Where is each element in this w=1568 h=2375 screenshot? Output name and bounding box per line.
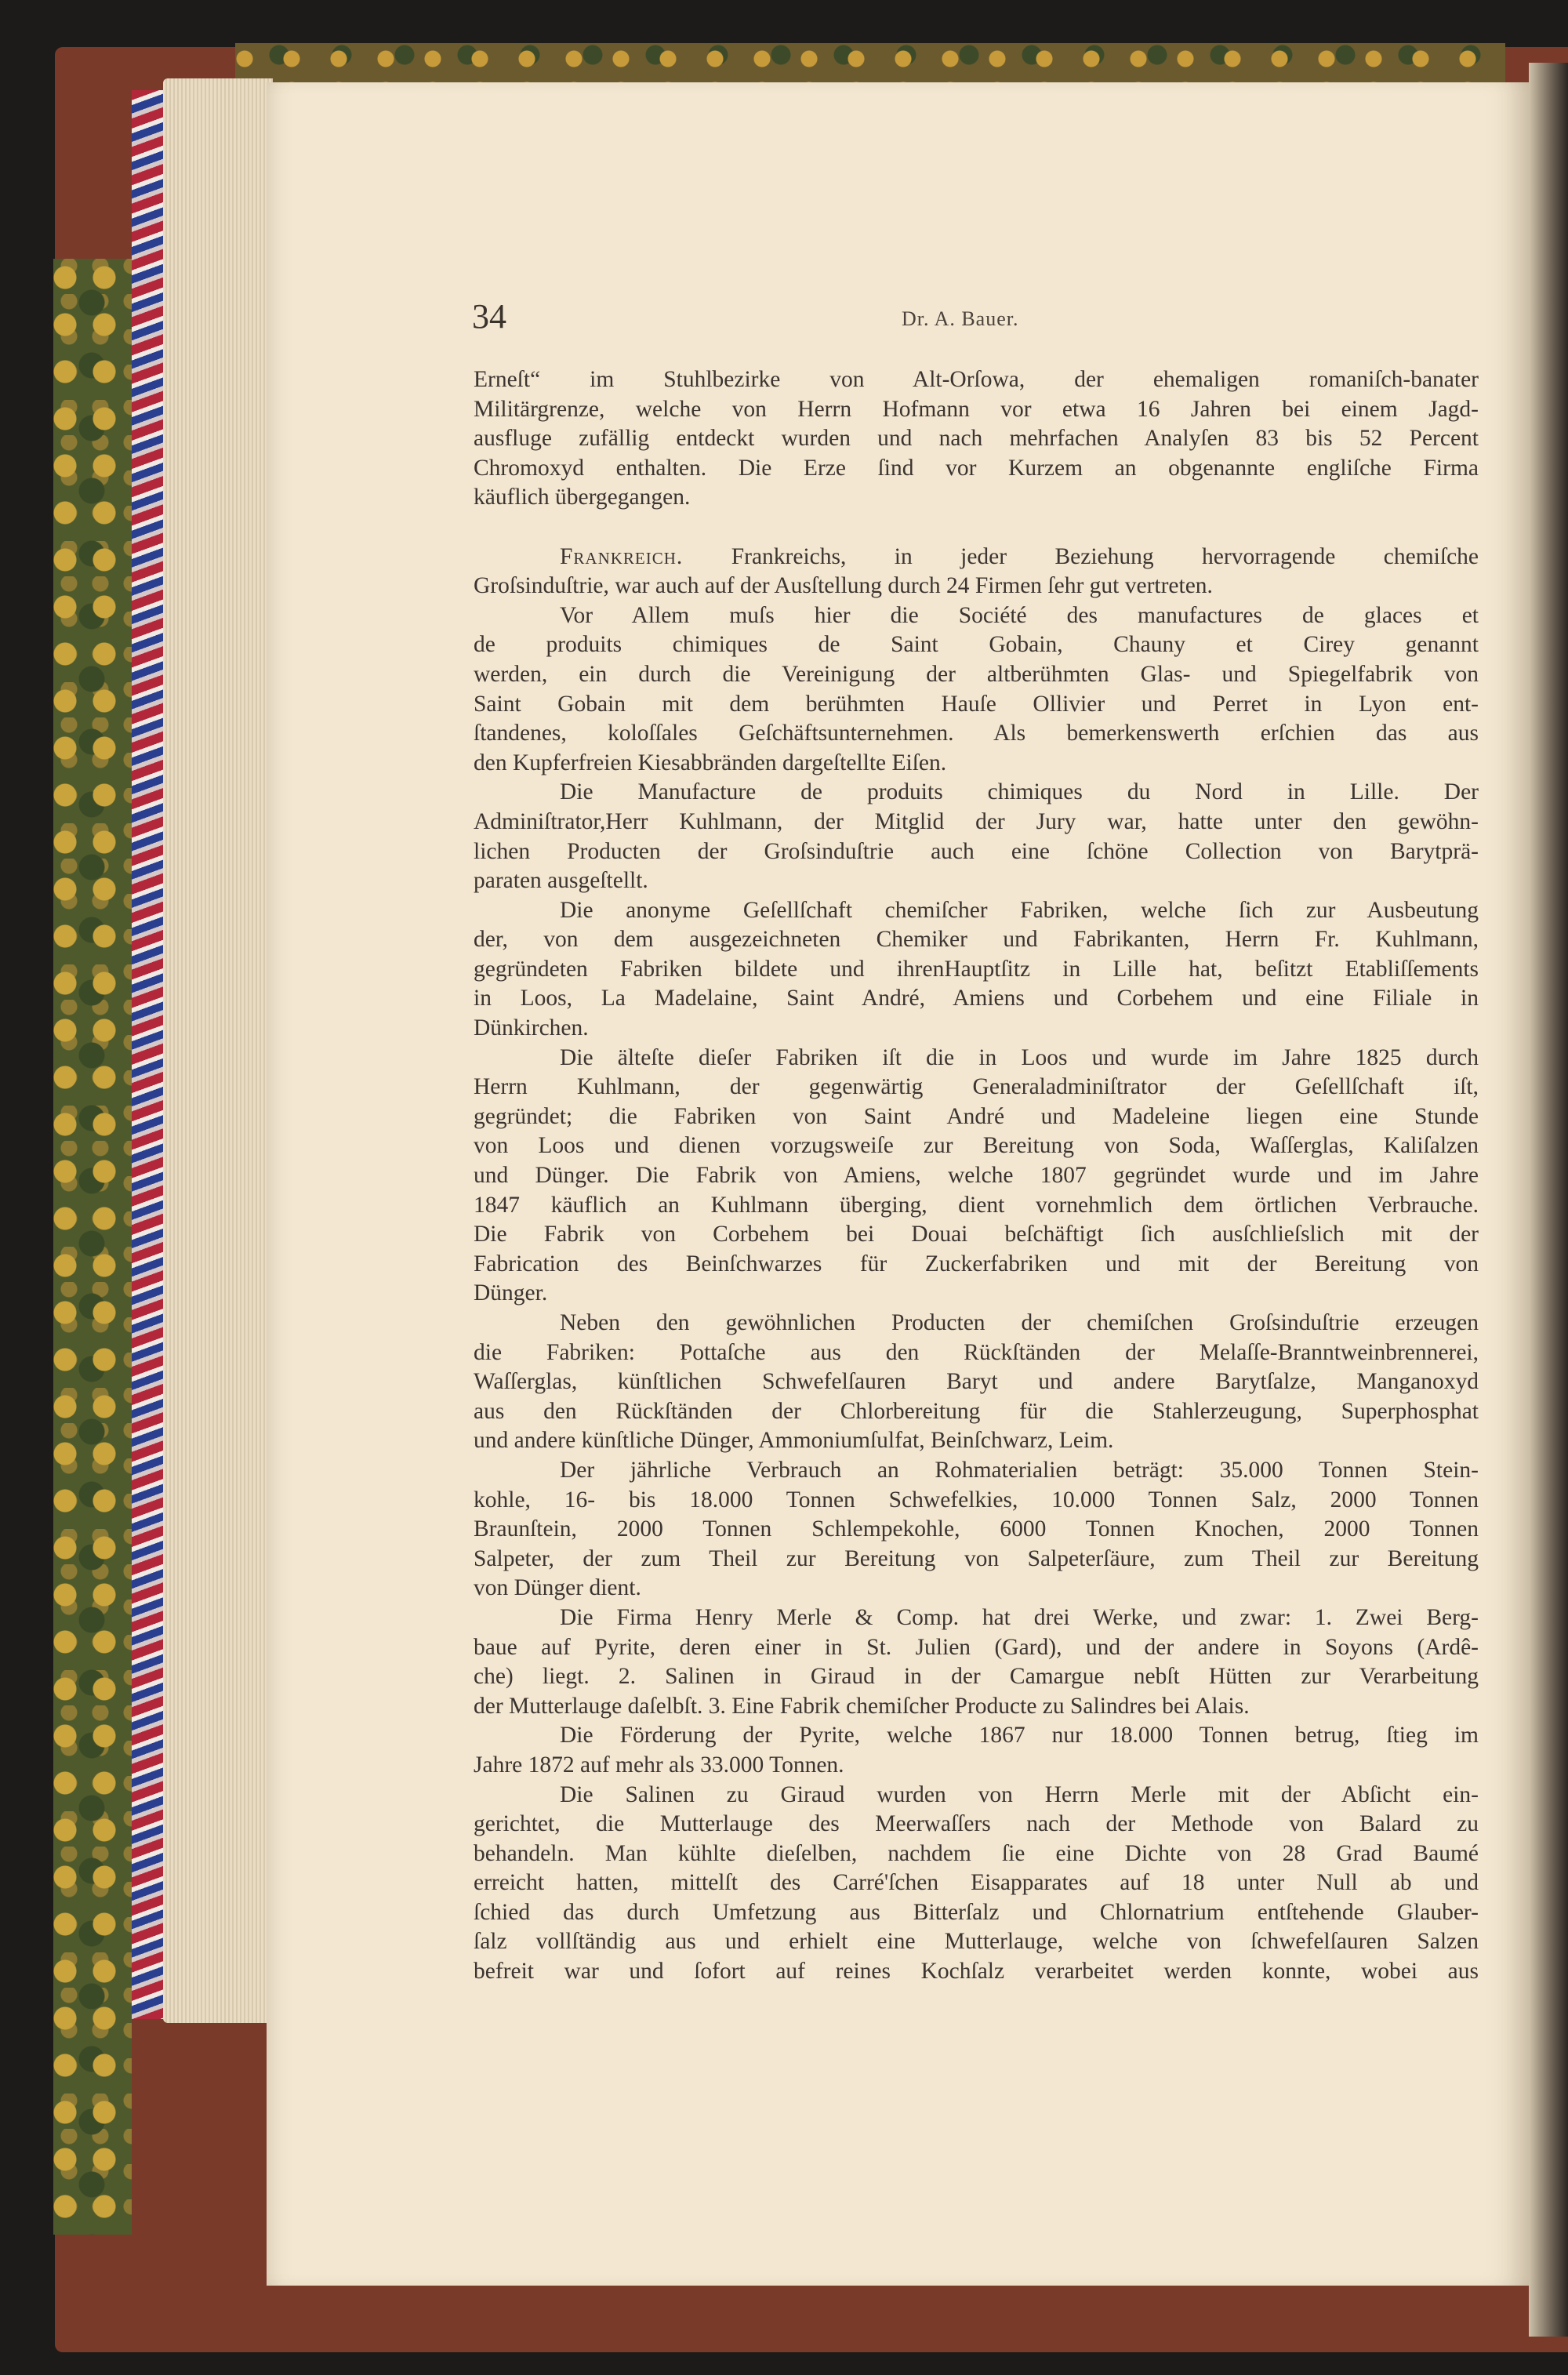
line-text: die Fabriken: Pottaſche aus den Rückſtänden der Melaſſe-Branntweinbrennerei,	[474, 1339, 1479, 1365]
line-text: Waſſerglas, künſtlichen Schwefelſauren Baryt und andere Barytſalze, Manganoxyd	[474, 1369, 1479, 1395]
line-text: Saint Gobain mit dem berühmten Hauſe Ollivier und Perret in Lyon ent-	[474, 691, 1479, 717]
line-text: Braunſtein, 2000 Tonnen Schlempekohle, 6000 Tonnen Knochen, 2000 Tonnen	[474, 1516, 1479, 1542]
line-text: baue auf Pyrite, deren einer in St. Julien (Gard), und der andere in Soyons (Ardê-	[474, 1634, 1479, 1660]
text-line	[474, 1927, 1479, 1957]
text-line	[474, 395, 1479, 425]
line-text: Der jährliche Verbrauch an Rohmaterialien beträgt: 35.000 Tonnen Stein-	[560, 1457, 1479, 1483]
line-text: Groſsinduſtrie, war auch auf der Ausſtellung durch 24 Firmen ſehr gut vertreten.	[474, 573, 1213, 599]
text-line	[474, 1515, 1479, 1545]
line-text: und andere künſtliche Dünger, Ammoniumſulfat, Beinſchwarz, Leim.	[474, 1428, 1114, 1454]
text-line	[474, 866, 1479, 896]
text-line	[474, 1781, 1479, 1810]
line-text: Die älteſte dieſer Fabriken iſt die in Loos und wurde im Jahre 1825 durch	[560, 1044, 1479, 1070]
text-line	[474, 543, 1479, 572]
line-text: der Mutterlauge daſelbſt. 3. Eine Fabrik chemiſcher Producte zu Salindres bei Alais.	[474, 1693, 1250, 1719]
line-text: Die Firma Henry Merle & Comp. hat drei Werke, und zwar: 1. Zwei Berg-	[560, 1604, 1479, 1630]
text-line	[474, 1868, 1479, 1898]
line-text: paraten ausgeſtellt.	[474, 868, 648, 894]
marbled-cover-top	[235, 43, 1505, 82]
line-text: Die Fabrik von Corbehem bei Douai beſchäftigt ſich ausſchlieſslich mit der	[474, 1222, 1479, 1247]
line-text: gegründet; die Fabriken von Saint André und Madeleine liegen eine Stunde	[474, 1103, 1479, 1129]
line-text: Dünger.	[474, 1280, 548, 1306]
text-line	[474, 1073, 1479, 1102]
text-line	[474, 1191, 1479, 1221]
text-line	[474, 1367, 1479, 1397]
text-line	[474, 1309, 1479, 1338]
line-text: Die Manufacture de produits chimiques du Nord in Lille. Der	[560, 779, 1479, 805]
text-line	[474, 601, 1479, 631]
text-line	[474, 1161, 1479, 1191]
line-text: Militärgrenze, welche von Herrn Hofmann vor etwa 16 Jahren bei einem Jagd-	[474, 396, 1479, 422]
line-text: Erneſt“ im Stuhlbezirke von Alt-Orſowa, der ehemaligen romaniſch-banater	[474, 367, 1479, 392]
line-text: behandeln. Man kühlte dieſelben, nachdem ſie eine Dichte von 28 Grad Baumé	[474, 1840, 1479, 1866]
line-text: ſalz vollſtändig aus und erhielt eine Mutterlauge, welche von ſchwefelſauren Salzen	[474, 1929, 1479, 1955]
text-line	[474, 1839, 1479, 1869]
page-stack	[163, 78, 273, 2023]
text-line	[474, 1338, 1479, 1368]
marbled-spine	[53, 259, 132, 2235]
text-line	[474, 1574, 1479, 1603]
text-line	[474, 572, 1479, 601]
text-line	[474, 1603, 1479, 1633]
line-text: in Loos, La Madelaine, Saint André, Amiens und Corbehem und eine Filiale in	[474, 986, 1479, 1011]
text-line	[474, 1957, 1479, 1987]
section-heading: Frankreich.	[560, 543, 684, 569]
text-line	[474, 1692, 1479, 1722]
text-line	[474, 1102, 1479, 1132]
text-line	[474, 1250, 1479, 1280]
page-number: 34	[472, 297, 506, 336]
text-line	[474, 1279, 1479, 1309]
text-line	[474, 1751, 1479, 1781]
marbled-page-edge	[132, 90, 163, 2019]
text-line	[474, 1456, 1479, 1486]
running-head: Dr. A. Bauer.	[902, 307, 1019, 330]
line-text: käuflich übergegangen.	[474, 485, 691, 510]
line-text: Herrn Kuhlmann, der gegenwärtig Generaladminiſtrator der Geſellſchaft iſt,	[474, 1074, 1479, 1100]
line-text: von Dünger dient.	[474, 1575, 641, 1601]
line-text: Fabrication des Beinſchwarzes für Zuckerfabriken und mit der Bereitung von	[474, 1251, 1479, 1276]
text-line	[474, 984, 1479, 1014]
line-text: und Dünger. Die Fabrik von Amiens, welche 1807 gegründet wurde und im Jahre	[474, 1163, 1479, 1189]
text-line	[474, 896, 1479, 926]
text-line	[474, 778, 1479, 808]
line-text: ſchied das durch Umfetzung aus Bitterſalz und Chlornatrium entſtehende Glauber-	[474, 1899, 1479, 1925]
line-text: de produits chimiques de Saint Gobain, Chauny et Cirey genannt	[474, 632, 1479, 658]
line-text: Frankreichs, in jeder Beziehung hervorragende chemiſche	[731, 543, 1479, 569]
line-text: Chromoxyd enthalten. Die Erze ſind vor Kurzem an obgenannte engliſche Firma	[474, 455, 1479, 481]
line-text: Vor Allem muſs hier die Société des manufactures de glaces et	[560, 602, 1479, 628]
line-text: Adminiſtrator,Herr Kuhlmann, der Mitglid der Jury war, hatte unter den gewöhn-	[474, 808, 1479, 834]
text-line	[474, 1044, 1479, 1073]
line-text: ſtandenes, koloſſales Geſchäftsunternehmen. Als bemerkenswerth erſchien das aus	[474, 721, 1479, 746]
line-text: der, von dem ausgezeichneten Chemiker und Fabrikanten, Herrn Fr. Kuhlmann,	[474, 927, 1479, 953]
line-text: aus den Rückſtänden der Chlorbereitung für die Stahlerzeugung, Superphosphat	[474, 1398, 1479, 1424]
line-text: Jahre 1872 auf mehr als 33.000 Tonnen.	[474, 1752, 844, 1778]
text-line	[474, 955, 1479, 985]
line-text: werden, ein durch die Vereinigung der altberühmten Glas- und Spiegelfabrik von	[474, 661, 1479, 687]
text-line	[474, 1397, 1479, 1427]
text-line	[474, 1810, 1479, 1839]
line-text: von Loos und dienen vorzugsweiſe zur Bereitung von Soda, Waſſerglas, Kaliſalzen	[474, 1133, 1479, 1159]
text-line	[474, 1721, 1479, 1751]
text-line	[474, 1014, 1479, 1044]
text-line	[474, 660, 1479, 690]
line-text: Die Salinen zu Giraud wurden von Herrn Merle mit der Abſicht ein-	[560, 1781, 1479, 1807]
line-text: Neben den gewöhnlichen Producten der chemiſchen Groſsinduſtrie erzeugen	[560, 1310, 1479, 1335]
line-text: Salpeter, der zum Theil zur Bereitung von Salpeterſäure, zum Theil zur Bereitung	[474, 1545, 1479, 1571]
line-text: lichen Producten der Groſsinduſtrie auch eine ſchöne Collection von Barytprä-	[474, 838, 1479, 864]
body-text	[474, 365, 1479, 1987]
text-line	[474, 1426, 1479, 1456]
line-text: befreit war und ſofort auf reines Kochſalz verarbeitet werden konnte, wobei aus	[474, 1959, 1479, 1985]
line-text: Dünkirchen.	[474, 1015, 589, 1041]
text-line	[474, 1898, 1479, 1928]
text-line	[474, 808, 1479, 837]
line-text: ausfluge zufällig entdeckt wurden und nach mehrfachen Analyſen 83 bis 52 Percent	[474, 426, 1479, 452]
text-line	[474, 1545, 1479, 1574]
text-line	[474, 1131, 1479, 1161]
text-line	[474, 690, 1479, 720]
text-line	[474, 719, 1479, 749]
line-text: gegründeten Fabriken bildete und ihrenHauptſitz in Lille hat, beſitzt Etabliſſements	[474, 956, 1479, 982]
line-text: den Kupferfreien Kiesabbränden dargeſtellte Eiſen.	[474, 750, 947, 775]
line-text: 1847 käuflich an Kuhlmann überging, dient vornehmlich dem örtlichen Verbrauche.	[474, 1192, 1479, 1218]
text-line	[474, 925, 1479, 955]
text-line	[474, 1220, 1479, 1250]
text-line	[474, 837, 1479, 867]
line-text: che) liegt. 2. Salinen in Giraud in der Camargue nebſt Hütten zur Verarbeitung	[474, 1664, 1479, 1690]
text-line	[474, 483, 1479, 513]
line-text: gerichtet, die Mutterlauge des Meerwaſſers nach der Methode von Balard zu	[474, 1811, 1479, 1837]
line-text: kohle, 16- bis 18.000 Tonnen Schwefelkies, 10.000 Tonnen Salz, 2000 Tonnen	[474, 1487, 1479, 1513]
text-line	[474, 365, 1479, 395]
text-line	[474, 454, 1479, 484]
text-line	[474, 1662, 1479, 1692]
text-line	[474, 424, 1479, 454]
line-text: erreicht hatten, mittelſt des Carré'ſchen Eisapparates auf 18 unter Null ab und	[474, 1870, 1479, 1896]
line-text: Die anonyme Geſellſchaft chemiſcher Fabriken, welche ſich zur Ausbeutung	[560, 897, 1479, 923]
facing-page-edge	[1529, 63, 1568, 2337]
text-line	[474, 630, 1479, 660]
paragraph-gap	[474, 513, 1479, 543]
text-line	[474, 1633, 1479, 1663]
text-line	[474, 749, 1479, 779]
text-line	[474, 1486, 1479, 1516]
line-text: Die Förderung der Pyrite, welche 1867 nur 18.000 Tonnen betrug, ſtieg im	[560, 1723, 1479, 1749]
